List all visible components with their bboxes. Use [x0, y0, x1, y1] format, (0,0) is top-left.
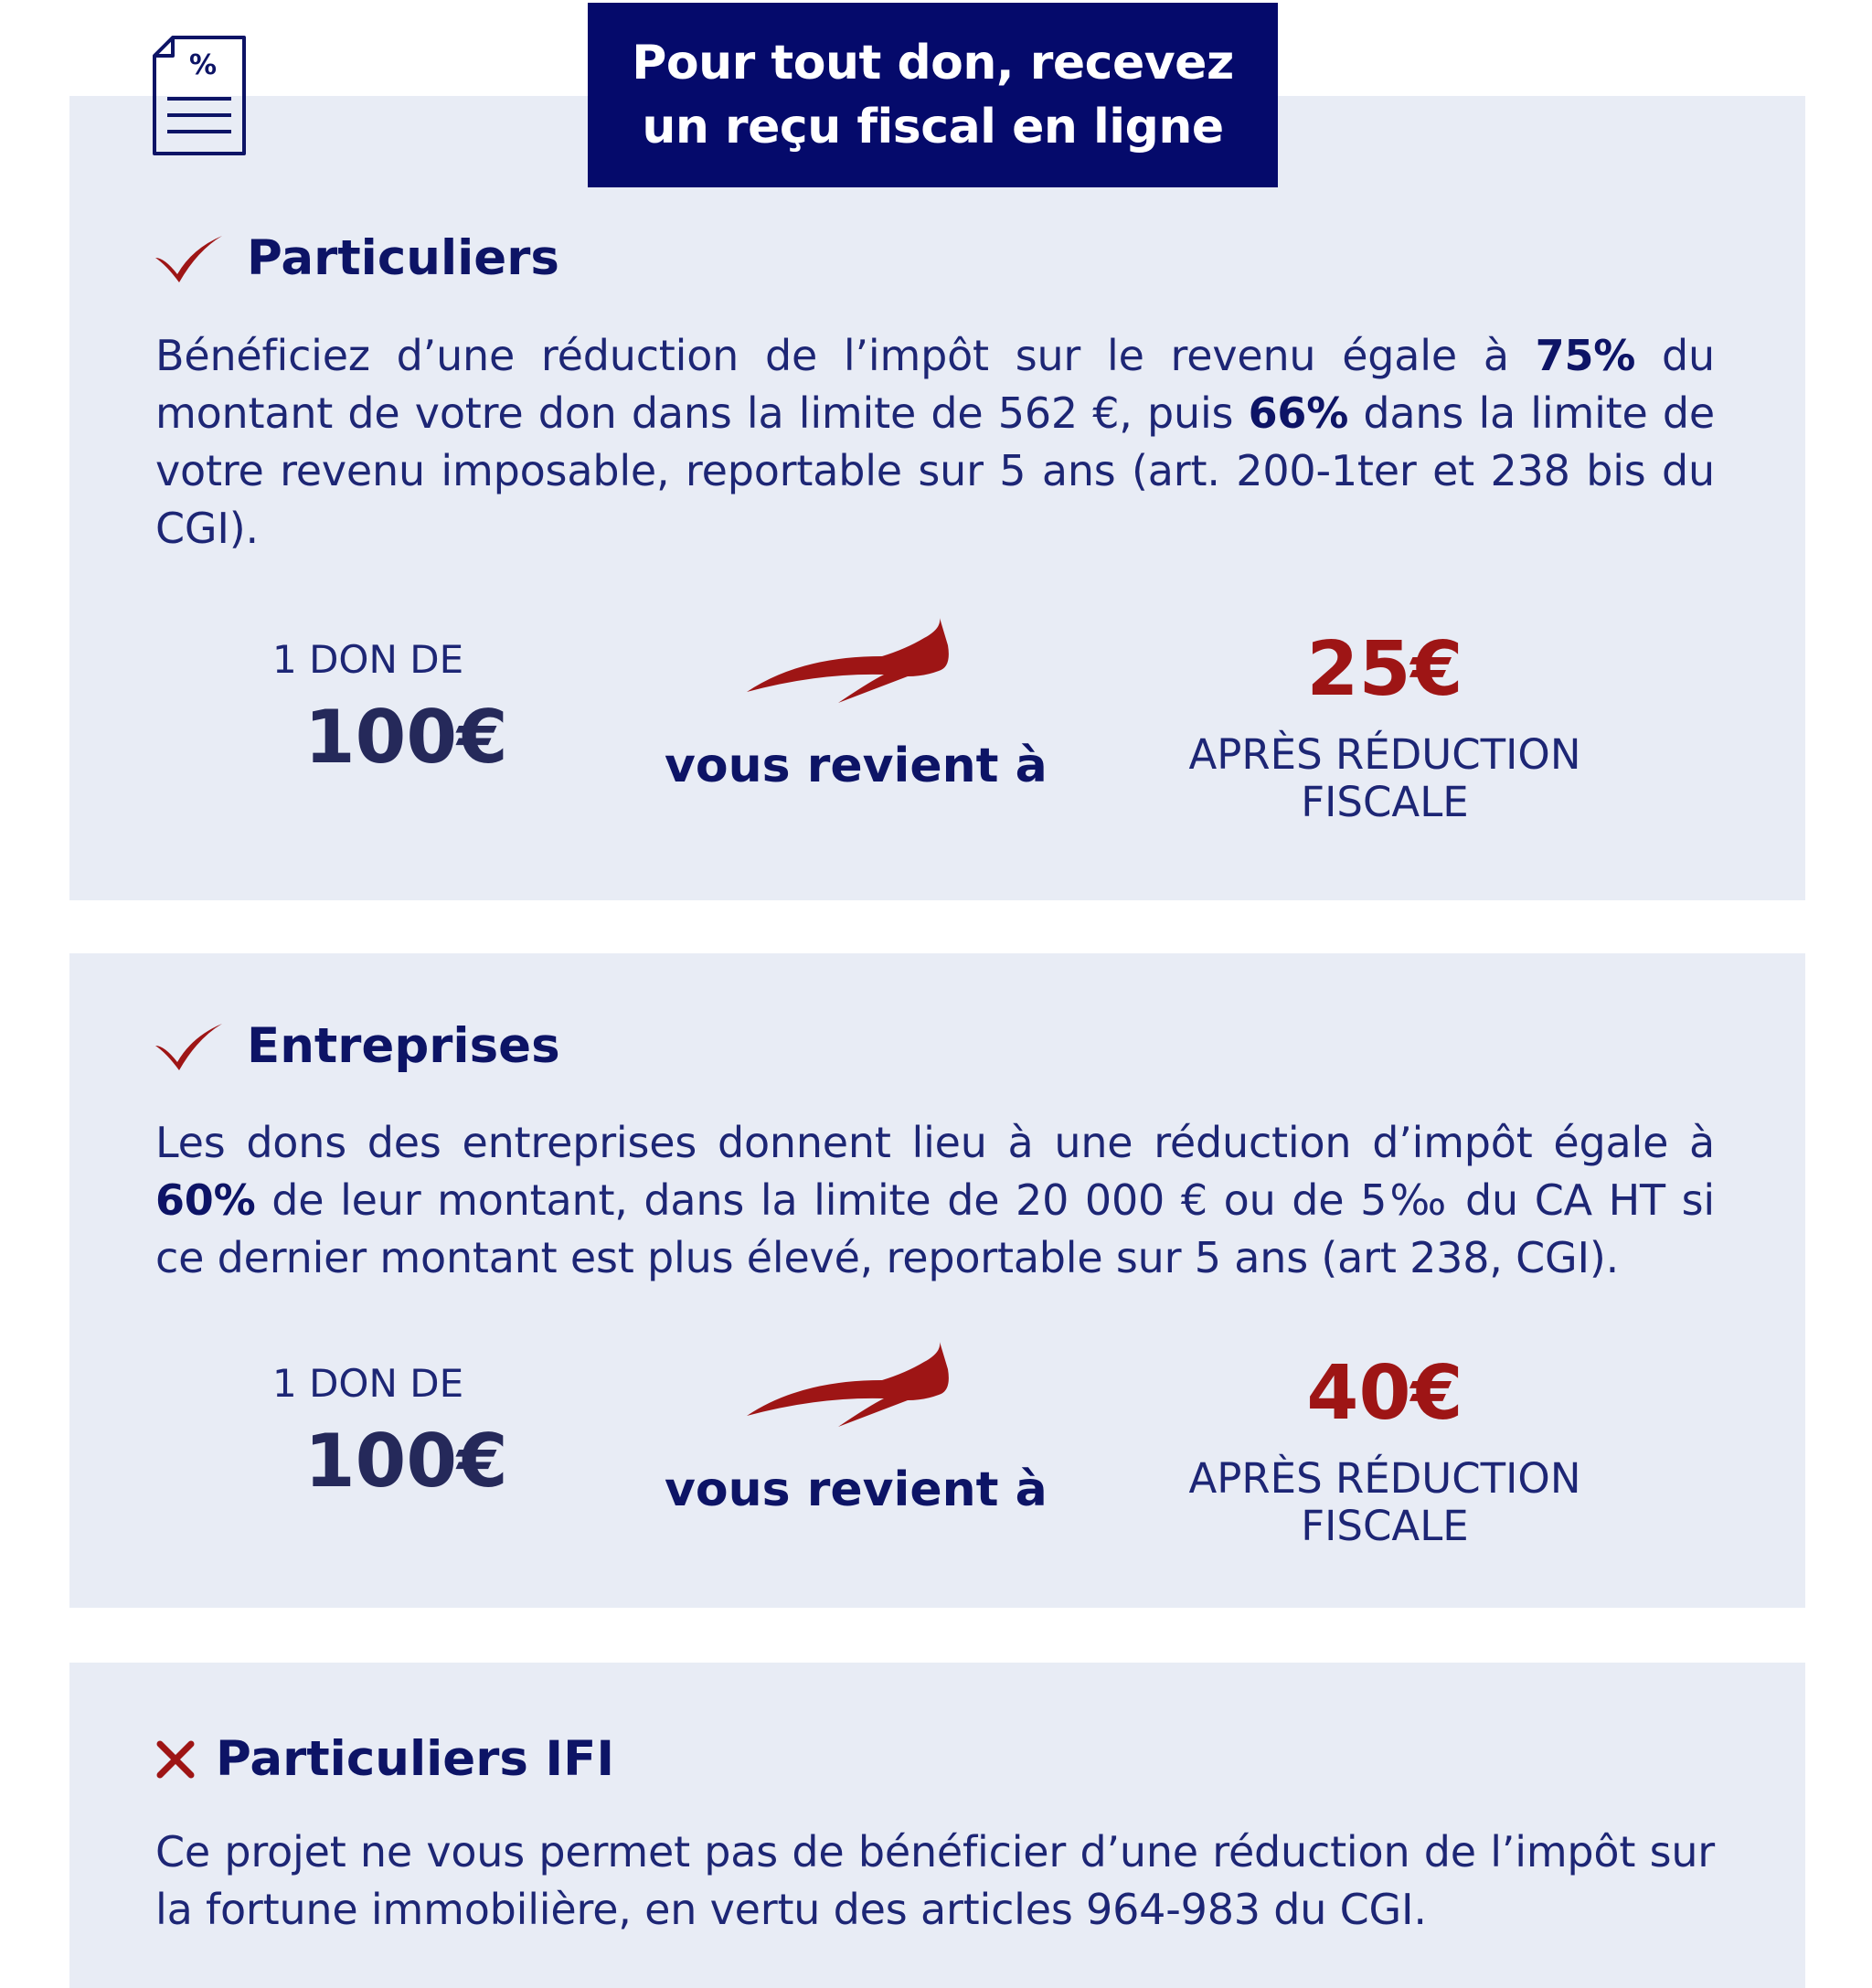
- swoosh-arrow-icon: [745, 618, 951, 705]
- section-heading-particuliers-ifi: [155, 1731, 614, 1787]
- rate-60: 60%: [155, 1175, 256, 1225]
- rate-66: 66%: [1248, 388, 1349, 438]
- particuliers-description: Bénéficiez d’une réduction de l’impôt sur le revenu égale à 75% du montant de votre don dans la limite de 562 €, puis 66% dans la limite de votre revenu imposable, reportable sur 5 ans (art. 200-1ter et 238 bis du CGI).: [155, 331, 1715, 553]
- section-title: Particuliers IFI: [216, 1731, 615, 1787]
- header-line-1: Pour tout don, recevez: [632, 36, 1234, 90]
- check-icon: [154, 1022, 223, 1071]
- result-amount: 40€: [1306, 1350, 1463, 1437]
- section-heading-particuliers: [154, 230, 559, 286]
- cross-icon: [155, 1739, 196, 1780]
- section-title: Entreprises: [247, 1018, 560, 1074]
- result-amount: 25€: [1306, 626, 1463, 713]
- rate-75: 75%: [1535, 331, 1636, 380]
- tax-receipt-icon: [151, 34, 248, 157]
- header-line-2: un reçu fiscal en ligne: [642, 100, 1224, 154]
- don-label: 1 DON DE: [272, 1361, 464, 1406]
- don-label: 1 DON DE: [272, 637, 464, 682]
- section-heading-entreprises: [154, 1018, 560, 1074]
- result-label: APRÈS RÉDUCTION FISCALE: [1188, 1454, 1581, 1550]
- section-title: Particuliers: [247, 230, 559, 286]
- entreprises-description: Les dons des entreprises donnent lieu à une réduction d’impôt égale à 60% de leur montant, dans la limite de 20 000 € ou de 5‰ du CA HT si ce dernier montant est plus élevé, reportable sur 5 ans (art 238, CGI).: [155, 1118, 1715, 1282]
- result-label: APRÈS RÉDUCTION FISCALE: [1188, 730, 1581, 826]
- header-banner: [588, 3, 1278, 187]
- arrow-text: vous revient à: [665, 1462, 1048, 1517]
- swoosh-arrow-icon: [745, 1342, 951, 1429]
- check-icon: [154, 234, 223, 283]
- arrow-text: vous revient à: [665, 739, 1048, 793]
- don-amount: 100€: [304, 695, 508, 780]
- percent-symbol: %: [188, 49, 218, 81]
- don-amount: 100€: [304, 1419, 508, 1504]
- ifi-description: Ce projet ne vous permet pas de bénéficier d’une réduction de l’impôt sur la fortune immobilière, en vertu des articles 964-983 du CGI.: [155, 1827, 1715, 1934]
